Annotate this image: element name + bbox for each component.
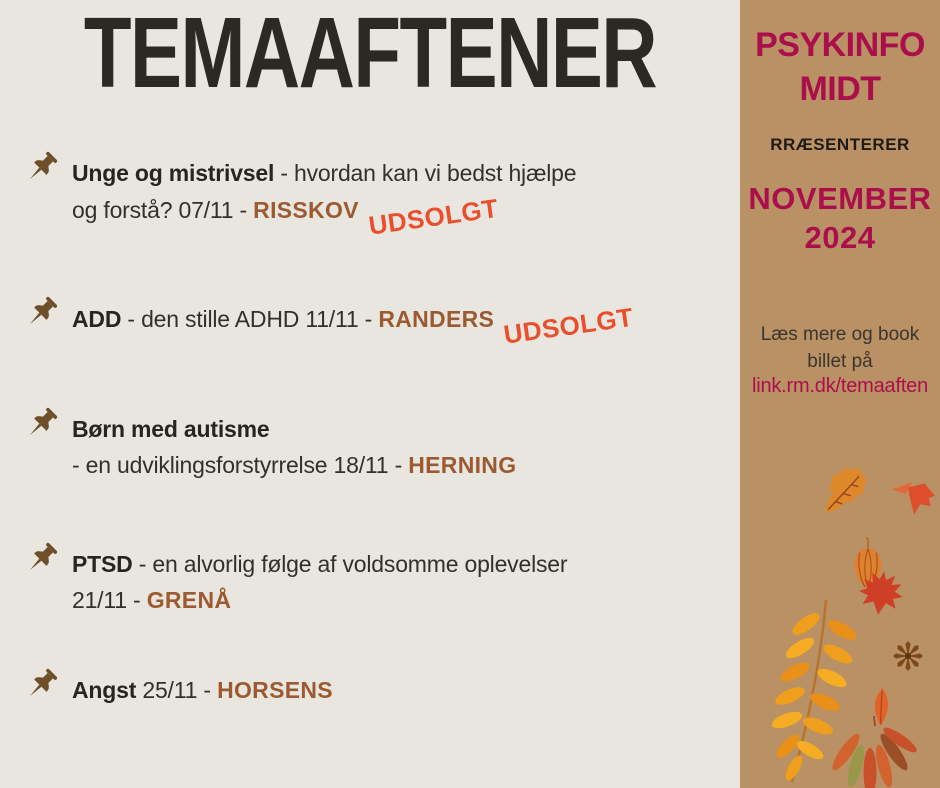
event-title: ADD bbox=[72, 306, 122, 332]
red-leaf-fragment-decoration bbox=[889, 481, 935, 517]
cta-text-line1: Læs mere og book bbox=[760, 324, 920, 345]
org-name-line2: MIDT bbox=[799, 70, 881, 108]
event-location: RANDERS bbox=[378, 306, 495, 332]
event-line1: ADD - den stille ADHD 11/11 - RANDERS UDSOLGT bbox=[72, 300, 722, 337]
sidebar bbox=[740, 0, 940, 788]
star-anise-decoration bbox=[892, 640, 924, 672]
event-title: Angst bbox=[72, 677, 137, 703]
pushpin-icon bbox=[24, 405, 62, 443]
event-line1 bbox=[72, 411, 722, 447]
event-title: PTSD bbox=[72, 551, 133, 577]
event-location: RISSKOV bbox=[253, 197, 359, 223]
event-title: Børn med autisme bbox=[72, 416, 270, 442]
event-line1: Unge og mistrivsel - hvordan kan vi bedst hjælpe bbox=[72, 160, 577, 186]
org-name-line1: PSYKINFO bbox=[755, 26, 925, 64]
pushpin-icon bbox=[24, 149, 62, 187]
event-location: HORSENS bbox=[217, 677, 333, 703]
event-line2: og forstå? 07/11 - RISSKOV UDSOLGT bbox=[72, 191, 722, 228]
autumn-sprig-leaf-decoration bbox=[826, 714, 918, 788]
oak-leaf-decoration bbox=[818, 463, 875, 516]
pushpin-icon bbox=[24, 540, 62, 578]
month-label: NOVEMBER bbox=[748, 181, 932, 216]
event-location: GRENÅ bbox=[146, 587, 232, 613]
year-label: 2024 bbox=[804, 220, 876, 255]
pushpin-icon bbox=[24, 666, 62, 704]
event-line2: - en udviklingsforstyrrelse 18/11 - HERNING bbox=[72, 452, 517, 478]
booking-link[interactable]: link.rm.dk/temaaften bbox=[751, 375, 929, 397]
event-location: HERNING bbox=[408, 452, 517, 478]
event-line1: PTSD - en alvorlig følge af voldsomme oplevelser bbox=[72, 551, 568, 577]
event-line1: Angst 25/11 - HORSENS bbox=[72, 677, 333, 703]
soldout-badge: UDSOLGT bbox=[366, 192, 501, 241]
presents-label: RRÆSENTERER bbox=[770, 135, 910, 154]
event-title: Unge og mistrivsel bbox=[72, 160, 275, 186]
page-title: TEMAAFTENER bbox=[83, 0, 657, 109]
event-line2: 21/11 - GRENÅ bbox=[72, 587, 232, 613]
pushpin-icon bbox=[24, 294, 62, 332]
cta-text-line2: billet på bbox=[807, 351, 873, 372]
soldout-badge: UDSOLGT bbox=[501, 301, 636, 350]
